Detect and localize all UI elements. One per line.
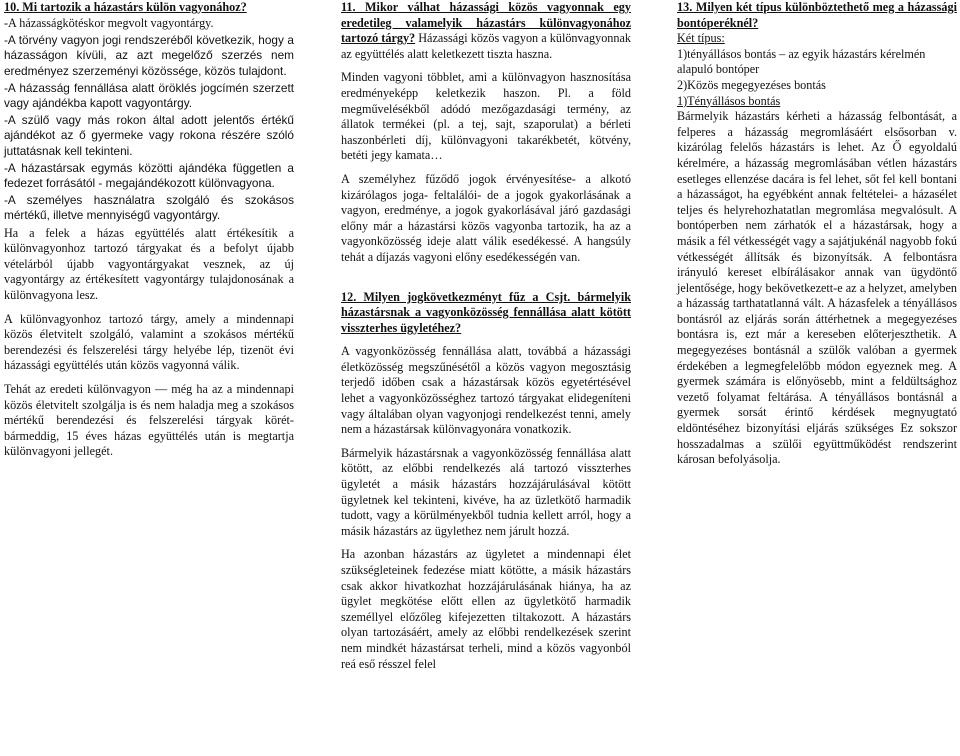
column-2: [341, 0, 631, 680]
answer-11-intro: Házassági közös vagyon a különvagyonnak az együttélés alatt keletkezett tiszta haszna.: [341, 31, 631, 61]
paragraph: Ha azonban házastárs az ügyletet a mindennapi élet szükségleteinek fedezése miatt kötötte, a másik házastárs csak akkor hivatkozhat hozzájárulásának hiánya, ha az ügylet megkötése előtt ellen az ügyletkötő harmadik személlyel előzőleg kifejezetten tiltakozott. A házastárs olyan tartozásáért, amely az előbbi rendelkezések szerint nem mindkét házastársat terheli, mind a közös vagyonból reá eső résszel felel: [341, 547, 631, 671]
question-10-heading: 10. Mi tartozik a házastárs külön vagyonához?: [4, 0, 247, 14]
question-11-heading: 11. Mikor válhat házassági közös vagyonnak egy eredetileg valamelyik házastárs különvagyonához tartozó tárgy?: [341, 0, 631, 46]
list-item: -A házastársak egymás közötti ajándéka független a fedezet forrásától - megajándékozott különvagyona.: [4, 160, 294, 191]
list-item: -A házasságkötéskor megvolt vagyontárgy.: [4, 15, 214, 30]
list-item: -A személyes használatra szolgáló és szokásos mértékű, illetve mennyiségű vagyontárgy.: [4, 193, 294, 223]
question-12-heading: 12. Milyen jogkövetkezményt fűz a Csjt. bármelyik házastársnak a vagyonközösség fennállása alatt kötött visszterhes ügyletéhez?: [341, 289, 631, 335]
list-item: -A szülő vagy más rokon által adott jelentős értékű ajándékot az ő gyermeke vagy rokona részére szóló juttatásnak kell tekinteni.: [4, 113, 294, 158]
paragraph: Ha a felek a házas együttélés alatt értékesítik a különvagyonhoz tartozó tárgyakat és a befolyt újabb vételárból újabb vagyontárgyakat vesznek, az új vagyontárgy az értékesített vagyontárgy tulajdonosának a különvagyona lesz.: [4, 225, 294, 302]
type-item: 1)tényállásos bontás – az egyik házastárs kérelmén alapuló bontóper: [677, 46, 926, 77]
type-item: 2)Közös megegyezéses bontás: [677, 77, 826, 92]
column-3: [677, 0, 957, 476]
list-item: -A törvény vagyon jogi rendszeréből következik, hogy a házasságon kívüli, az azt megelőző szerzés nem eredményez szerzeményi közössége, közös tulajdont.: [4, 33, 294, 78]
list-item: -A házasság fennállása alatt öröklés jogcímén szerzett vagy ajándékba kapott vagyontárgy.: [4, 80, 294, 110]
question-13-heading: 13. Milyen két típus különböztethető meg a házassági bontóperéknél?: [677, 0, 957, 30]
paragraph: Minden vagyoni többlet, ami a különvagyon hasznosítása eredményeképp keletkezik haszon. Pl. a föld megművelésékből adódó mezőgazdasági termény, az állatok termékei (pl. a tej, sajt, szaporulat) a bérleti haszonbérleti díj, különvagyoni takarékbetét, kötvény, betéti jegy kamata…: [341, 70, 631, 163]
column-1: [4, 0, 294, 468]
sub-heading: 1)Tényállásos bontás: [677, 93, 781, 108]
types-label: Két típus:: [677, 31, 725, 46]
paragraph: A különvagyonhoz tartozó tárgy, amely a mindennapi közös életvitelt szolgáló, valamint a szokásos mértékű berendezési és felszerelési tárgy helyébe lép, tizenöt évi házassági együttélés után közös vagyonná válik.: [4, 311, 294, 373]
paragraph: A vagyonközösség fennállása alatt, továbbá a házassági életközösség megszűnésétől a közös vagyon megosztásig terjedő időben csak a házastársak közös egyetértésével lehet a vagyonközösséghez tartozó tárgyakat elidegeníteni vagy általában olyan vagyonjogi rendelkezést tenni, amely nem a házastársak különvagyonára vonatkozik.: [341, 344, 631, 437]
paragraph: A személyhez fűződő jogok érvényesítése- a alkotó kizárólagos joga- feltalálói- de a jogok gyakorlásának a vagyon, eredménye, a jogok gyakorlásával járó gazdasági előny már a házastársi közös vagyonba tartozik, ha az a vagyonközösség ideje alatt válik esedékessé. A hangsúly tehát a díjazás vagyoni előny esedékességén van.: [341, 171, 631, 264]
paragraph: Bármelyik házastárs kérheti a házasság felbontását, a felperes a házasság megromlásáért elsősorban v. kizárólag felelős házastárs is lehet. Az Ő egyoldalú kérelmére, a házasság megromlásában vétlen házastárs esetleges ellenzése dacára is fel lehet, sőt fel kell bontani a házasságot, ha egyébként annak feltételei- a házasélet teljes és helyrehozhatatlan megromlása megvalósult. A bontóperben nem zárhatók el a házastársak, hogy a másik a fél vétkességét vagy a sajátjukénál nagyobb fokú vétkességét állítsák és bizonyítsák. A felbontásra irányuló kereset elbírálásakor annak van ügydöntő jelentősége, hogy bekövetkezett-e az a helyzet, amelyben a házasság tarthatatlanná vált. A házasfelek a tényállásos bontásról az eljárás során áttérhetnek a megegyezéses bontásra is, ezt már a kereseben előterjeszthetik. A megegyezéses bontásnál a szülők valóban a gyermek érdekében a legmegfelelőbb módon egyeznek meg. A gyermek számára is előnyösebb, mint a feldültsághoz vezető folyamat feltárása. A tényállásos bontásnál a gyermek sorsát érintő kérdések megnyugtató eldöntéséhez bizonyítási eljárás szükséges Ez sokszor hosszadalmas a szülői együttműködést rendszerint károsan befolyásolja.: [677, 109, 957, 467]
paragraph: Tehát az eredeti különvagyon — még ha az a mindennapi közös életvitelt szolgálja is és nem haladja meg a szokásos mértékű berendezési és felszerelési tárgyak körét- bármeddig, 15 éves házas együttélés után is megtartja különvagyoni jellegét.: [4, 381, 294, 459]
paragraph: Bármelyik házastársnak a vagyonközösség fennállása alatt kötött, az előbbi rendelkezés alá tartozó visszterhes ügyletét a másik házastárs hozzájárulásával kötött ügyletnek kel tekinteni, kivéve, ha az üzletkötő harmadik tudott, vagy a körülményekből tudnia kellett arról, hogy a másik házastárs az ügylethez nem járult hozzá.: [341, 445, 631, 538]
